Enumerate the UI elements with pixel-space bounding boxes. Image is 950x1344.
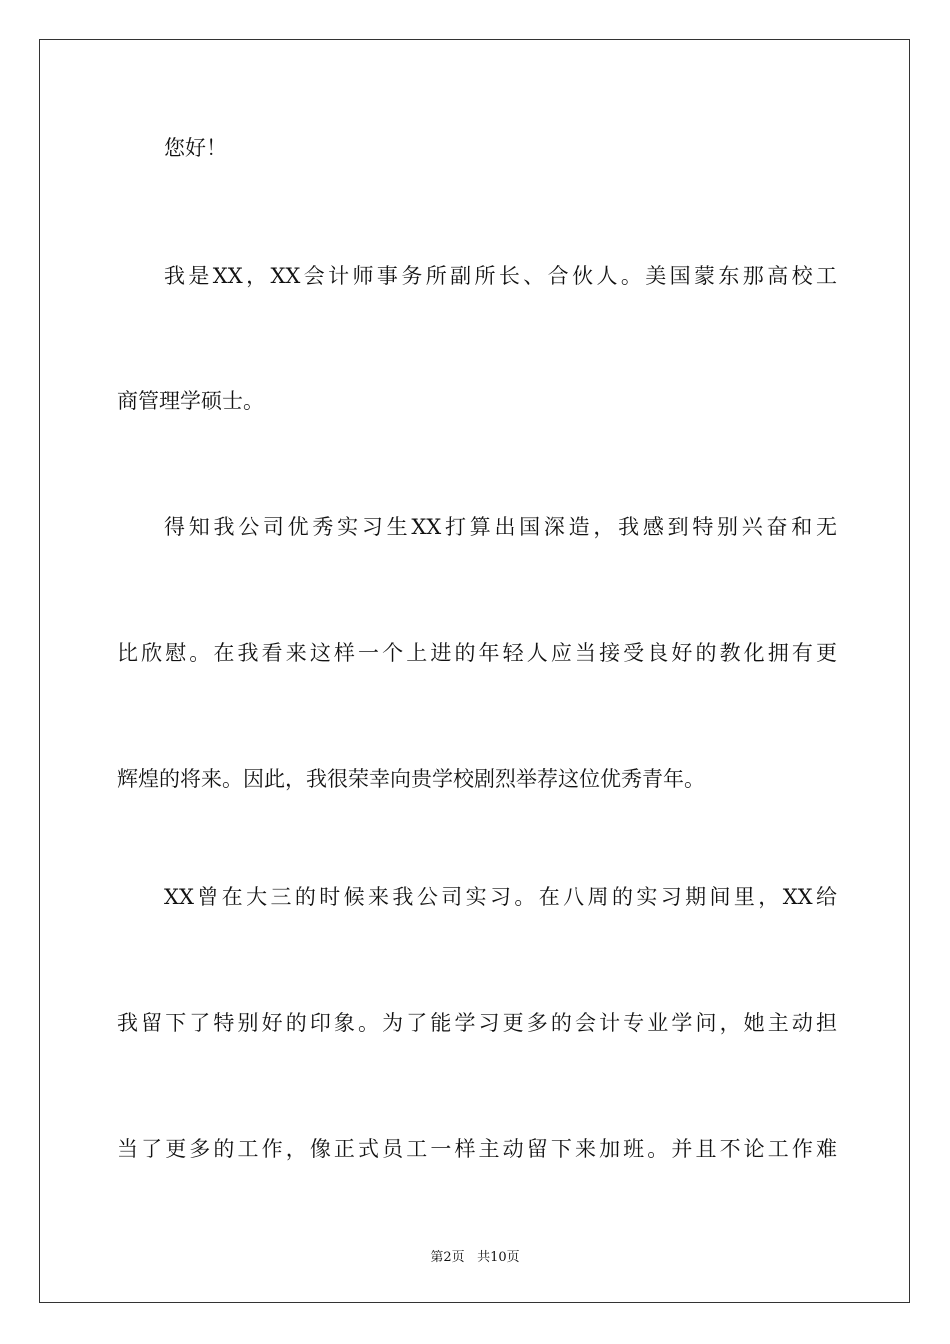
paragraph-line: 商管理学硕士。 bbox=[117, 389, 264, 413]
paragraph-line: 比欣慰。在我看来这样一个上进的年轻人应当接受良好的教化拥有更 bbox=[117, 641, 837, 665]
page-footer bbox=[0, 1246, 950, 1265]
paragraph-line: 我留下了特别好的印象。为了能学习更多的会计专业学问，她主动担 bbox=[117, 1011, 837, 1035]
paragraph-line: 我是XX，XX会计师事务所副所长、合伙人。美国蒙东那高校工 bbox=[164, 264, 837, 288]
page-total: 共10页 bbox=[477, 1250, 520, 1265]
paragraph-line: XX曾在大三的时候来我公司实习。在八周的实习期间里，XX给 bbox=[164, 885, 837, 909]
page-border bbox=[39, 39, 910, 1303]
page-number: 第2页 bbox=[430, 1250, 465, 1265]
paragraph-line: 辉煌的将来。因此，我很荣幸向贵学校剧烈举荐这位优秀青年。 bbox=[117, 767, 705, 791]
greeting-line: 您好！ bbox=[164, 136, 227, 160]
paragraph-line: 当了更多的工作，像正式员工一样主动留下来加班。并且不论工作难 bbox=[117, 1137, 837, 1161]
paragraph-line: 得知我公司优秀实习生XX打算出国深造，我感到特别兴奋和无 bbox=[164, 515, 837, 539]
